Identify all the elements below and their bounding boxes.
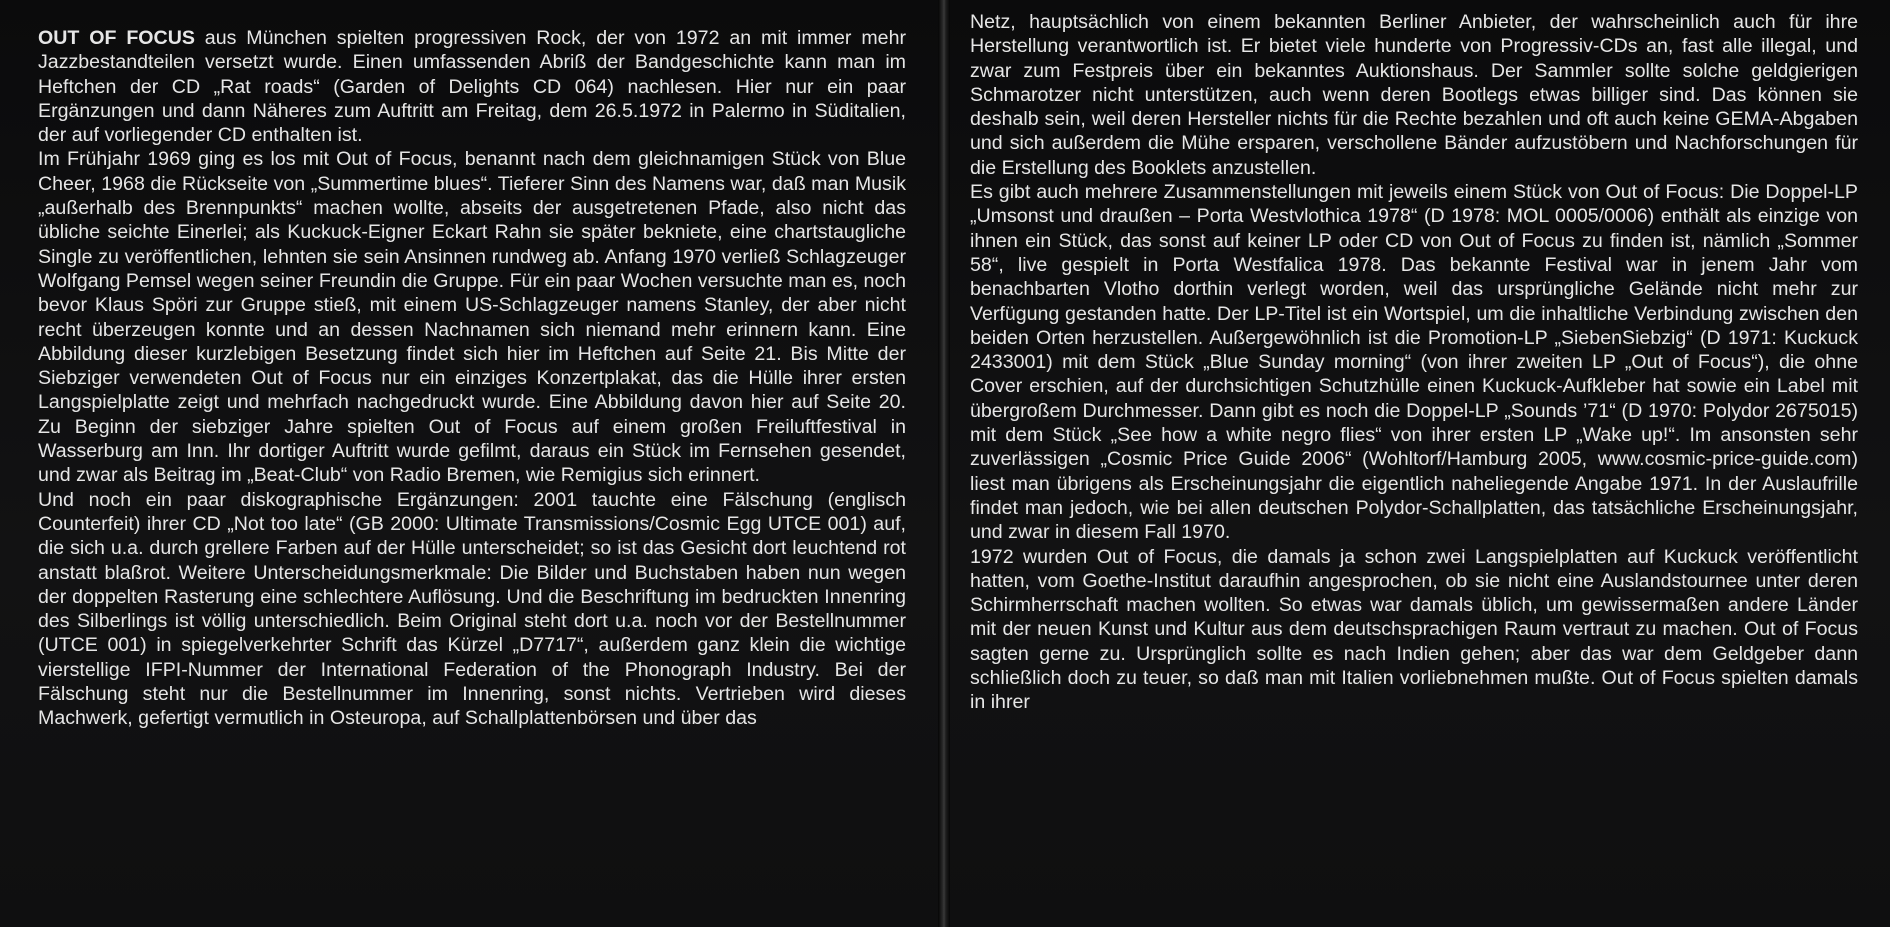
paragraph-discography: Und noch ein paar diskographische Ergänzungen: 2001 tauchte eine Fälschung (englisch Counterfeit) ihrer CD „Not too late“ (GB 2000: Ultimate Transmissions/Cosmic Egg UTCE 001) auf, die sich u.a. durch grellere Farben auf der Hülle unterscheidet; so ist das Gesicht dort leuchtend rot anstatt blaßrot. Weitere Unterscheidungsmerkmale: Die Bilder und Buchstaben haben nun wegen der doppelten Rasterung eine schlechtere Auflösung. Und die Beschriftung im bedruckten Innenring des Silberlings ist völlig unterschiedlich. Beim Original steht dort u.a. noch vor der Bestellnummer (UTCE 001) in spiegelverkehrter Schrift das Kürzel „D7717“, außerdem ganz klein die wichtige vierstellige IFPI-Nummer der International Federation of the Phonograph Industry. Bei der Fälschung steht nur die Bestellnummer im Innenring, sonst nichts. Vertrieben wird dieses Machwerk, gefertigt vermutlich in Osteuropa, auf Schallplattenbörsen und über das	[38, 488, 906, 730]
paragraph-intro	[38, 26, 906, 147]
paragraph-compilations: Es gibt auch mehrere Zusammenstellungen mit jeweils einem Stück von Out of Focus: Die Doppel-LP „Umsonst und draußen – Porta Westvlothica 1978“ (D 1978: MOL 0005/0006) enthält als einzige von ihnen ein Stück, das sonst auf keiner LP oder CD von Out of Focus zu finden ist, nämlich „Sommer 58“, live gespielt in Porta Westfalica 1978. Das bekannte Festival war in jenem Jahr vom benachbarten Vlotho dorthin verlegt worden, weil das ursprüngliche Gelände nicht mehr zur Verfügung gestanden hatte. Der LP-Titel ist ein Wortspiel, um die inhaltliche Verbindung zwischen den beiden Orten herzustellen. Außergewöhnlich ist die Promotion-LP „SiebenSiebzig“ (D 1971: Kuckuck 2433001) mit dem Stück „Blue Sunday morning“ (von ihrer zweiten LP „Out of Focus“), die ohne Cover erschien, auf der durchsichtigen Schutzhülle einen Kuckuck-Aufkleber hat sowie ein Label mit übergroßem Durchmesser. Dann gibt es noch die Doppel-LP „Sounds ’71“ (D 1970: Polydor 2675015) mit dem Stück „See how a white negro flies“ von ihrer ersten LP „Wake up!“. Im ansonsten sehr zuverlässigen „Cosmic Price Guide 2006“ (Wohltorf/Hamburg 2005, www.cosmic-price-guide.com) liest man übrigens als Erscheinungsjahr die eigentlich naheliegende Angabe 1971. In der Auslaufrille findet man jedoch, wie bei allen deutschen Polydor-Schallplatten, das tatsächliche Erscheinungsjahr, und zwar in diesem Fall 1970.	[970, 181, 1858, 544]
intro-text: aus München spielten progressiven Rock, der von 1972 an mit immer mehr Jazzbestandteilen versetzt wurde. Einen umfassenden Abriß der Bandgeschichte kann man im Heftchen der CD „Rat roads“ (Garden of Delights CD 064) nachlesen. Hier nur ein paar Ergänzungen und dann Näheres zum Auftritt am Freitag, dem 26.5.1972 in Palermo in Süditalien, der auf vorliegender CD enthalten ist.	[38, 27, 906, 147]
paragraph-goethe-tour: 1972 wurden Out of Focus, die damals ja schon zwei Langspielplatten auf Kuckuck veröffentlicht hatten, vom Goethe-Institut daraufhin angesprochen, ob sie nicht eine Auslandstournee unter deren Schirmherrschaft machen wollten. So etwas war damals üblich, um gewissermaßen andere Länder mit der neuen Kunst und Kultur aus dem deutschsprachigen Raum vertraut zu machen. Out of Focus sagten gerne zu. Ursprünglich sollte es nach Indien gehen; aber das war dem Geldgeber dann schließlich doch zu teuer, so daß man mit Italien vorliebnehmen mußte. Out of Focus spielten damals in ihrer	[970, 545, 1858, 714]
band-name: OUT OF FOCUS	[38, 27, 195, 49]
right-page	[950, 0, 1890, 927]
paragraph-history: Im Frühjahr 1969 ging es los mit Out of Focus, benannt nach dem gleichnamigen Stück von Blue Cheer, 1968 die Rückseite von „Summertime blues“. Tieferer Sinn des Namens war, daß man Musik „außerhalb des Brennpunkts“ machen wollte, abseits der ausgetretenen Pfade, also nicht das übliche seichte Einerlei; als Kuckuck-Eigner Eckart Rahn sie später bekniete, eine chartstaugliche Single zu veröffentlichen, lehnten sie sein Ansinnen rundweg ab. Anfang 1970 verließ Schlagzeuger Wolfgang Pemsel wegen seiner Freundin die Gruppe. Für ein paar Wochen versuchte man es, noch bevor Klaus Spöri zur Gruppe stieß, mit einem US-Schlagzeuger namens Stanley, der aber nicht recht überzeugen konnte und an dessen Nachnamen sich niemand mehr erinnern kann. Eine Abbildung dieser kurzlebigen Besetzung findet sich hier im Heftchen auf Seite 21. Bis Mitte der Siebziger verwendeten Out of Focus nur ein einziges Konzertplakat, das die Hülle ihrer ersten Langspielplatte zeigt und mehrfach nachgedruckt wurde. Eine Abbildung davon hier auf Seite 20. Zu Beginn der siebziger Jahre spielten Out of Focus auf einem großen Freiluftfestival in Wasserburg am Inn. Ihr dortiger Auftritt wurde gefilmt, daraus ein Stück im Fernsehen gesendet, und zwar als Beitrag im „Beat-Club“ von Radio Bremen, wie Remigius sich erinnert.	[38, 148, 906, 487]
left-page	[0, 0, 938, 927]
right-page-text	[970, 10, 1858, 715]
paragraph-bootlegs: Netz, hauptsächlich von einem bekannten Berliner Anbieter, der wahrscheinlich auch für ihre Herstellung verantwortlich ist. Er bietet viele hunderte von Progressiv-CDs an, fast alle illegal, und zwar zum Festpreis über ein bekanntes Auktionshaus. Der Sammler sollte solche geldgierigen Schmarotzer nicht unterstützen, auch wenn deren Bootlegs etwas billiger sind. Das können sie deshalb sein, weil deren Hersteller nichts für die Rechte bezahlen und oft auch keine GEMA-Abgaben und sich außerdem die Mühe ersparen, verschollene Bänder aufzustöbern und Nachforschungen für die Erstellung des Booklets anzustellen.	[970, 11, 1858, 179]
booklet-spine	[938, 0, 950, 927]
left-page-text	[38, 26, 906, 731]
